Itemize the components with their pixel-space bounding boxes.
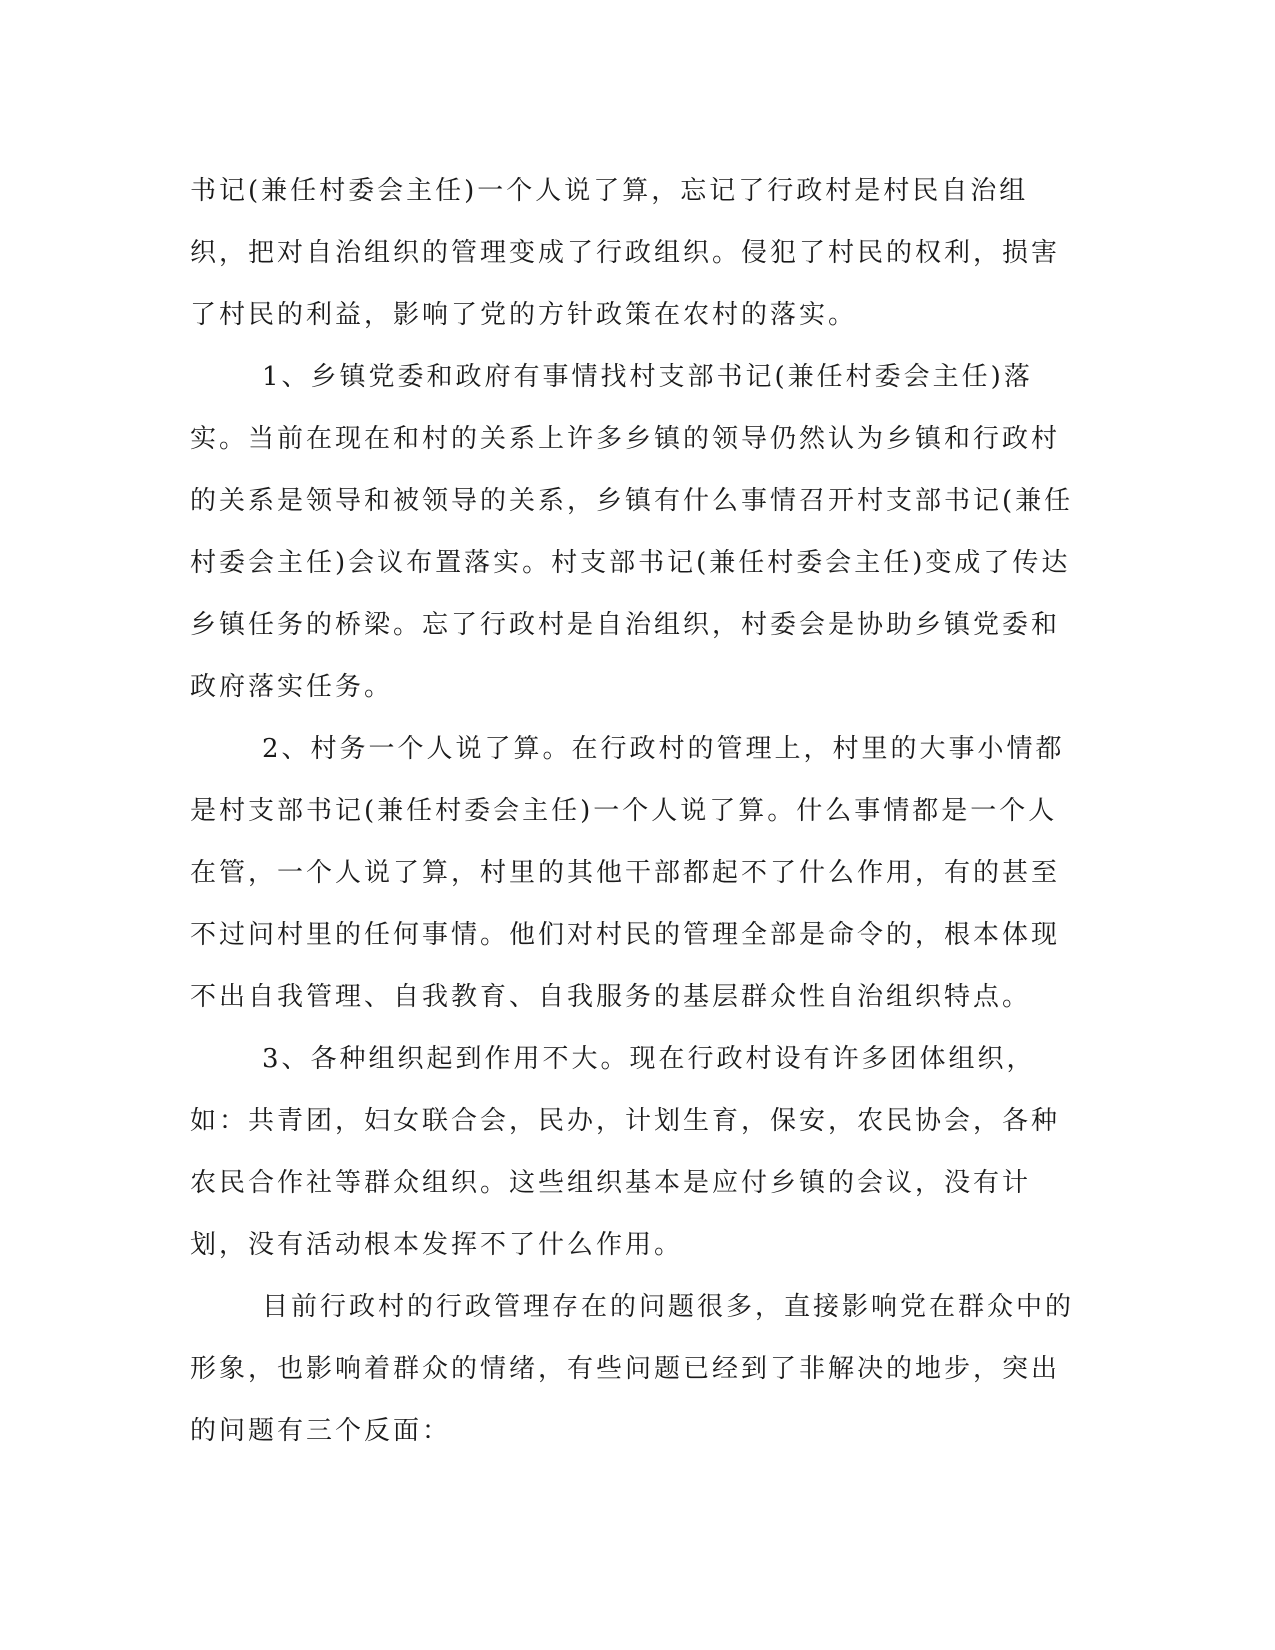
paragraph-summary: 目前行政村的行政管理存在的问题很多，直接影响党在群众中的形象，也影响着群众的情绪，有些问题已经到了非解决的地步，突出的问题有三个反面： <box>190 1292 1075 1446</box>
paragraph-point-2: 2、村务一个人说了算。在行政村的管理上，村里的大事小情都是村支部书记(兼任村委会主任)一个人说了算。什么事情都是一个人在管，一个人说了算，村里的其他干部都起不了什么作用，有的甚至不过问村里的任何事情。他们对村民的管理全部是命令的，根本体现不出自我管理、自我教育、自我服务的基层群众性自治组织特点。 <box>190 734 1065 1012</box>
paragraph-point-1: 1、乡镇党委和政府有事情找村支部书记(兼任村委会主任)落实。当前在现在和村的关系上许多乡镇的领导仍然认为乡镇和行政村的关系是领导和被领导的关系，乡镇有什么事情召开村支部书记(兼任村委会主任)会议布置落实。村支部书记(兼任村委会主任)变成了传达乡镇任务的桥梁。忘了行政村是自治组织，村委会是协助乡镇党委和政府落实任务。 <box>190 362 1074 702</box>
paragraph-point-3: 3、各种组织起到作用不大。现在行政村设有许多团体组织，如：共青团，妇女联合会，民办，计划生育，保安，农民协会，各种农民合作社等群众组织。这些组织基本是应付乡镇的会议，没有计划，没有活动根本发挥不了什么作用。 <box>190 1044 1061 1260</box>
paragraph-continuation: 书记(兼任村委会主任)一个人说了算，忘记了行政村是村民自治组织，把对自治组织的管理变成了行政组织。侵犯了村民的权利，损害了村民的利益，影响了党的方针政策在农村的落实。 <box>190 176 1061 330</box>
document-body <box>190 160 1080 1462</box>
